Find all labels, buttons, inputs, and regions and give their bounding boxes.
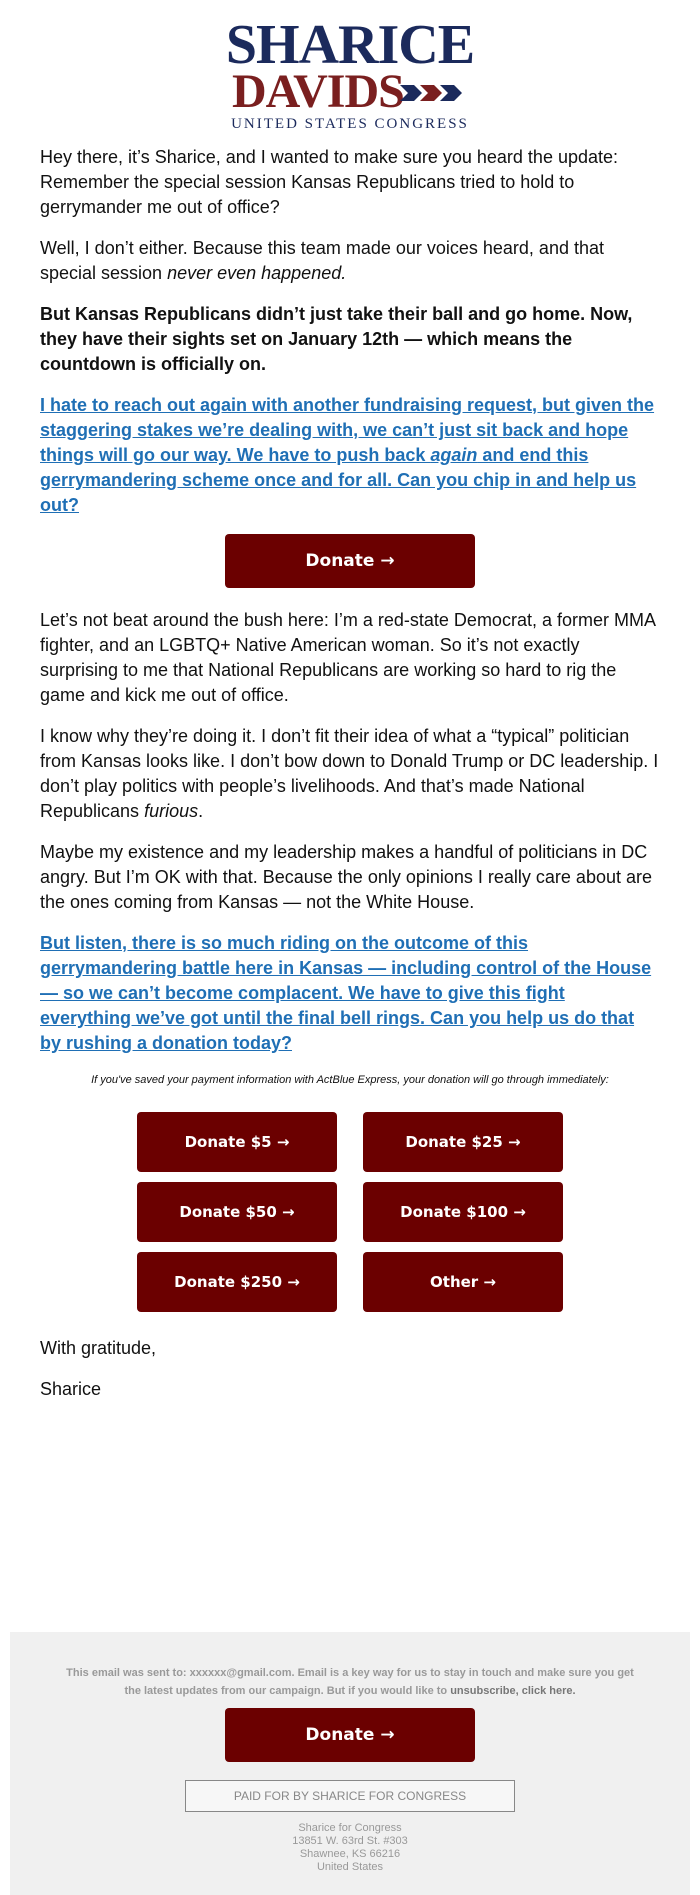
paragraph-countdown: But Kansas Republicans didn’t just take their ball and go home. Now, they have their sights set on January 12th — which means the countdown is officially on. xyxy=(40,304,633,374)
link-text[interactable]: and end this gerrymandering scheme once and for all. Can you chip in and help us out? xyxy=(40,445,637,515)
address-line: 13851 W. 63rd St. #303 xyxy=(292,1835,408,1847)
logo-first-name: SHARICE xyxy=(225,14,475,76)
logo-subtitle: UNITED STATES CONGRESS xyxy=(231,116,469,132)
paragraph-why xyxy=(40,724,660,824)
emphasis-text: never even happened. xyxy=(167,263,347,283)
unsubscribe-link[interactable]: unsubscribe, click here. xyxy=(450,1685,576,1697)
email-body xyxy=(40,145,660,1418)
paid-for-disclaimer: PAID FOR BY SHARICE FOR CONGRESS xyxy=(185,1780,515,1812)
footer-donate-button[interactable]: Donate → xyxy=(225,1708,475,1762)
donate-250-button[interactable]: Donate $250 → xyxy=(137,1252,337,1312)
link-emphasis[interactable]: again xyxy=(430,445,478,465)
donate-button[interactable]: Donate → xyxy=(225,534,475,588)
paragraph-special-session xyxy=(40,236,660,286)
donate-amount-grid xyxy=(40,1112,660,1312)
address-line: Shawnee, KS 66216 xyxy=(299,1848,401,1860)
paragraph-background: Let’s not beat around the bush here: I’m a red-state Democrat, a former MMA fighter, and an LGBTQ+ Native American woman. So it’s not exactly surprising to me that National Republicans are working so hard to rig the game and kick me out of office. xyxy=(40,610,655,705)
footer-notice-text: This email was sent to: xxxxxx@gmail.com. Email is a key way for us to stay in touch and make sure you get the latest updates from our campaign. But if you would like to xyxy=(66,1667,634,1697)
paragraph-existence: Maybe my existence and my leadership makes a handful of politicians in DC angry. But I’m OK with that. Because the only opinions I really care about are the ones coming from Kansas — not the White House. xyxy=(40,842,652,912)
link-text[interactable]: I hate to reach out again with another fundraising request, but given the staggering stakes we’re dealing with, we can’t just sit back and hope things will go our way. We have to push back xyxy=(40,395,655,465)
paragraph-text: . xyxy=(198,801,204,821)
donate-50-button[interactable]: Donate $50 → xyxy=(137,1182,337,1242)
link-text[interactable]: But listen, there is so much riding on the outcome of this gerrymandering battle here in Kansas — including control of the House — so we can’t become complacent. We have to give this fight everything we’ve got until the final bell rings. Can you help us do that by rushing a donation today? xyxy=(40,933,652,1053)
emphasis-text: furious xyxy=(144,801,199,821)
logo-last-name: DAVIDS xyxy=(232,65,404,118)
paragraph-text: I know why they’re doing it. I don’t fit their idea of what a “typical” politician from Kansas looks like. I don’t bow down to Donald Trump or DC leadership. I don’t play politics with people’s livelihoods. And that’s made National Republicans xyxy=(40,726,659,821)
donate-5-button[interactable]: Donate $5 → xyxy=(137,1112,337,1172)
address-line: United States xyxy=(316,1861,384,1873)
signature: Sharice xyxy=(40,1379,102,1399)
donate-100-button[interactable]: Donate $100 → xyxy=(363,1182,563,1242)
actblue-note: If you've saved your payment information with ActBlue Express, your donation will go through immediately: xyxy=(91,1074,609,1086)
email-footer xyxy=(10,1632,690,1895)
paragraph-text: Well, I don’t either. Because this team made our voices heard, and that special session xyxy=(40,238,604,283)
closing: With gratitude, xyxy=(40,1338,157,1358)
campaign-logo xyxy=(0,14,700,133)
fundraising-link-2[interactable] xyxy=(40,931,660,1056)
chevron-arrows-icon xyxy=(400,83,472,103)
donate-other-button[interactable]: Other → xyxy=(363,1252,563,1312)
donate-25-button[interactable]: Donate $25 → xyxy=(363,1112,563,1172)
paragraph-intro: Hey there, it’s Sharice, and I wanted to make sure you heard the update: Remember the special session Kansas Republicans tried to hold to gerrymander me out of office? xyxy=(40,147,619,217)
footer-notice xyxy=(62,1664,638,1700)
address-line: Sharice for Congress xyxy=(298,1822,402,1834)
fundraising-link-1[interactable] xyxy=(40,393,660,518)
mailing-address xyxy=(10,1822,690,1874)
